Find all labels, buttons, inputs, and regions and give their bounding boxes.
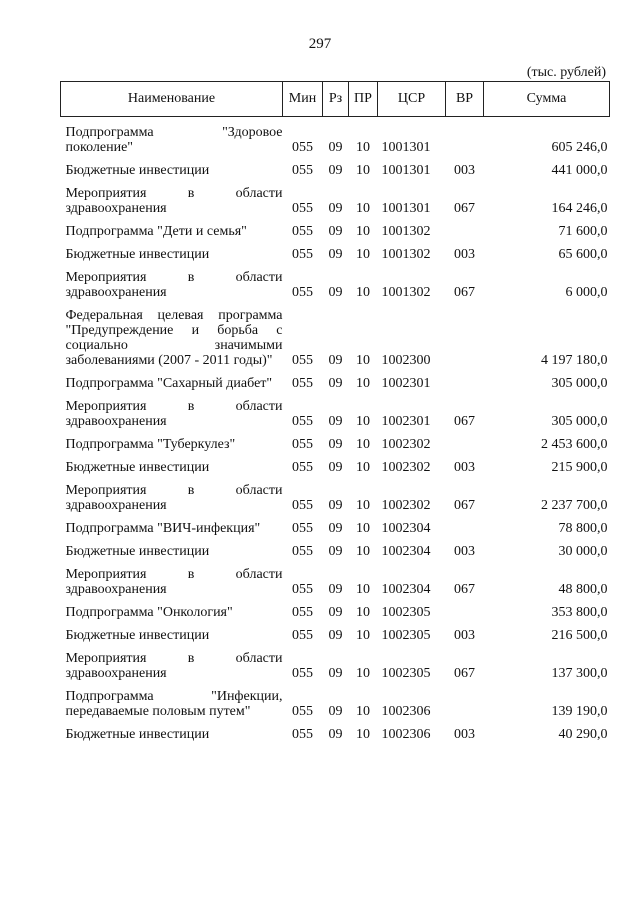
cell-sum: 2 453 600,0 [541,437,608,452]
cell-vr: 067 [454,201,475,216]
cell-pr: 10 [356,437,370,452]
header-pr: ПР [349,82,378,117]
cell-sum: 78 800,0 [558,521,608,536]
cell-vr [446,597,484,620]
cell-csr: 1002304 [381,544,431,559]
cell-vr [446,429,484,452]
cell-pr: 10 [356,224,370,239]
table-row [61,643,610,681]
cell-csr: 1002305 [381,666,431,681]
cell-csr: 1002301 [381,414,431,429]
cell-rz: 09 [328,704,343,719]
cell-min: 055 [292,140,313,155]
cell-rz: 09 [328,353,343,368]
cell-name: Бюджетные инвестиции [65,163,210,178]
cell-name: Подпрограмма "Дети и семья" [65,224,247,239]
cell-rz: 09 [328,460,343,475]
cell-sum: 139 190,0 [551,704,608,719]
cell-vr: 067 [454,582,475,597]
cell-pr: 10 [356,544,370,559]
cell-min: 055 [292,582,313,597]
cell-sum: 441 000,0 [551,163,608,178]
cell-rz: 09 [328,201,343,216]
cell-sum: 137 300,0 [551,666,608,681]
cell-rz: 09 [328,727,343,742]
cell-name: Подпрограмма "Инфекции, передаваемые половым путем" [65,689,283,719]
cell-name: Мероприятия в области здравоохранения [65,270,283,300]
cell-csr: 1002304 [381,521,431,536]
cell-min: 055 [292,628,313,643]
table-row [61,391,610,429]
cell-rz: 09 [328,628,343,643]
cell-rz: 09 [328,605,343,620]
header-rz: Рз [323,82,349,117]
table-row [61,117,610,156]
cell-min: 055 [292,353,313,368]
cell-pr: 10 [356,140,370,155]
cell-sum: 305 000,0 [551,414,608,429]
cell-sum: 71 600,0 [558,224,608,239]
cell-min: 055 [292,163,313,178]
table-row [61,216,610,239]
cell-pr: 10 [356,285,370,300]
cell-min: 055 [292,498,313,513]
cell-name: Подпрограмма "Туберкулез" [65,437,236,452]
cell-name: Федеральная целевая программа "Предупреждение и борьба с социально значимыми заболеваниями (2007 - 2011 годы)" [65,308,283,368]
cell-min: 055 [292,437,313,452]
cell-rz: 09 [328,582,343,597]
cell-rz: 09 [328,521,343,536]
cell-vr [446,368,484,391]
cell-sum: 48 800,0 [558,582,608,597]
table-row [61,475,610,513]
page-number: 297 [308,36,332,52]
cell-csr: 1002305 [381,628,431,643]
cell-min: 055 [292,224,313,239]
cell-rz: 09 [328,163,343,178]
cell-csr: 1002305 [381,605,431,620]
cell-vr [446,681,484,719]
cell-sum: 40 290,0 [558,727,608,742]
cell-csr: 1002302 [381,437,431,452]
table-body [61,117,610,743]
cell-sum: 305 000,0 [551,376,608,391]
cell-csr: 1001301 [381,140,431,155]
cell-name: Подпрограмма "Онкология" [65,605,233,620]
cell-vr: 003 [454,727,475,742]
cell-pr: 10 [356,414,370,429]
cell-csr: 1002304 [381,582,431,597]
cell-name: Подпрограмма "Здоровое поколение" [65,125,283,155]
cell-min: 055 [292,247,313,262]
cell-csr: 1001301 [381,201,431,216]
cell-min: 055 [292,666,313,681]
cell-sum: 215 900,0 [551,460,608,475]
cell-name: Бюджетные инвестиции [65,628,210,643]
cell-min: 055 [292,544,313,559]
cell-vr [446,216,484,239]
cell-rz: 09 [328,666,343,681]
table-row [61,155,610,178]
cell-csr: 1002306 [381,727,431,742]
cell-sum: 164 246,0 [551,201,608,216]
cell-name: Мероприятия в области здравоохранения [65,567,283,597]
cell-name: Подпрограмма "ВИЧ-инфекция" [65,521,261,536]
cell-vr [446,513,484,536]
cell-csr: 1002301 [381,376,431,391]
table-row [61,239,610,262]
cell-sum: 65 600,0 [558,247,608,262]
cell-rz: 09 [328,224,343,239]
cell-pr: 10 [356,163,370,178]
cell-vr: 003 [454,628,475,643]
table-row [61,429,610,452]
cell-vr: 067 [454,285,475,300]
table-row [61,513,610,536]
cell-name: Мероприятия в области здравоохранения [65,399,283,429]
cell-pr: 10 [356,727,370,742]
cell-sum: 216 500,0 [551,628,608,643]
cell-min: 055 [292,285,313,300]
cell-sum: 4 197 180,0 [541,353,608,368]
units-label: (тыс. рублей) [526,65,606,80]
cell-min: 055 [292,201,313,216]
cell-rz: 09 [328,140,343,155]
cell-csr: 1001302 [381,285,431,300]
cell-min: 055 [292,460,313,475]
table-row [61,300,610,368]
cell-pr: 10 [356,201,370,216]
cell-vr: 067 [454,498,475,513]
header-sum: Сумма [484,82,610,117]
cell-csr: 1001301 [381,163,431,178]
cell-vr [446,300,484,368]
table-row [61,719,610,742]
cell-csr: 1002300 [381,353,431,368]
cell-pr: 10 [356,498,370,513]
cell-name: Бюджетные инвестиции [65,727,210,742]
table-row [61,536,610,559]
cell-min: 055 [292,414,313,429]
table-row [61,620,610,643]
cell-pr: 10 [356,666,370,681]
cell-min: 055 [292,605,313,620]
cell-sum: 30 000,0 [558,544,608,559]
cell-name: Подпрограмма "Сахарный диабет" [65,376,273,391]
cell-min: 055 [292,521,313,536]
budget-table [60,81,610,742]
cell-vr [446,117,484,156]
cell-name: Мероприятия в области здравоохранения [65,651,283,681]
cell-rz: 09 [328,498,343,513]
cell-pr: 10 [356,353,370,368]
cell-min: 055 [292,376,313,391]
cell-pr: 10 [356,628,370,643]
table-header-row [61,82,610,117]
cell-min: 055 [292,727,313,742]
table-row [61,178,610,216]
cell-sum: 6 000,0 [565,285,608,300]
table-row [61,368,610,391]
cell-rz: 09 [328,544,343,559]
cell-sum: 353 800,0 [551,605,608,620]
cell-name: Мероприятия в области здравоохранения [65,186,283,216]
table-row [61,681,610,719]
cell-csr: 1001302 [381,224,431,239]
table-row [61,262,610,300]
cell-vr: 067 [454,666,475,681]
header-name: Наименование [61,82,283,117]
table-row [61,559,610,597]
cell-pr: 10 [356,582,370,597]
cell-sum: 2 237 700,0 [541,498,608,513]
cell-vr: 003 [454,544,475,559]
cell-pr: 10 [356,460,370,475]
cell-sum: 605 246,0 [551,140,608,155]
cell-vr: 067 [454,414,475,429]
header-min: Мин [283,82,323,117]
cell-csr: 1002302 [381,460,431,475]
cell-rz: 09 [328,247,343,262]
cell-csr: 1001302 [381,247,431,262]
cell-rz: 09 [328,437,343,452]
cell-name: Бюджетные инвестиции [65,247,210,262]
cell-pr: 10 [356,247,370,262]
header-vr: ВР [446,82,484,117]
cell-vr: 003 [454,460,475,475]
cell-rz: 09 [328,414,343,429]
cell-rz: 09 [328,376,343,391]
cell-rz: 09 [328,285,343,300]
cell-pr: 10 [356,704,370,719]
cell-name: Бюджетные инвестиции [65,544,210,559]
cell-csr: 1002306 [381,704,431,719]
cell-min: 055 [292,704,313,719]
cell-name: Бюджетные инвестиции [65,460,210,475]
cell-pr: 10 [356,521,370,536]
cell-vr: 003 [454,247,475,262]
table-row [61,452,610,475]
cell-pr: 10 [356,605,370,620]
cell-vr: 003 [454,163,475,178]
table-row [61,597,610,620]
cell-csr: 1002302 [381,498,431,513]
cell-pr: 10 [356,376,370,391]
header-csr: ЦСР [378,82,446,117]
cell-name: Мероприятия в области здравоохранения [65,483,283,513]
